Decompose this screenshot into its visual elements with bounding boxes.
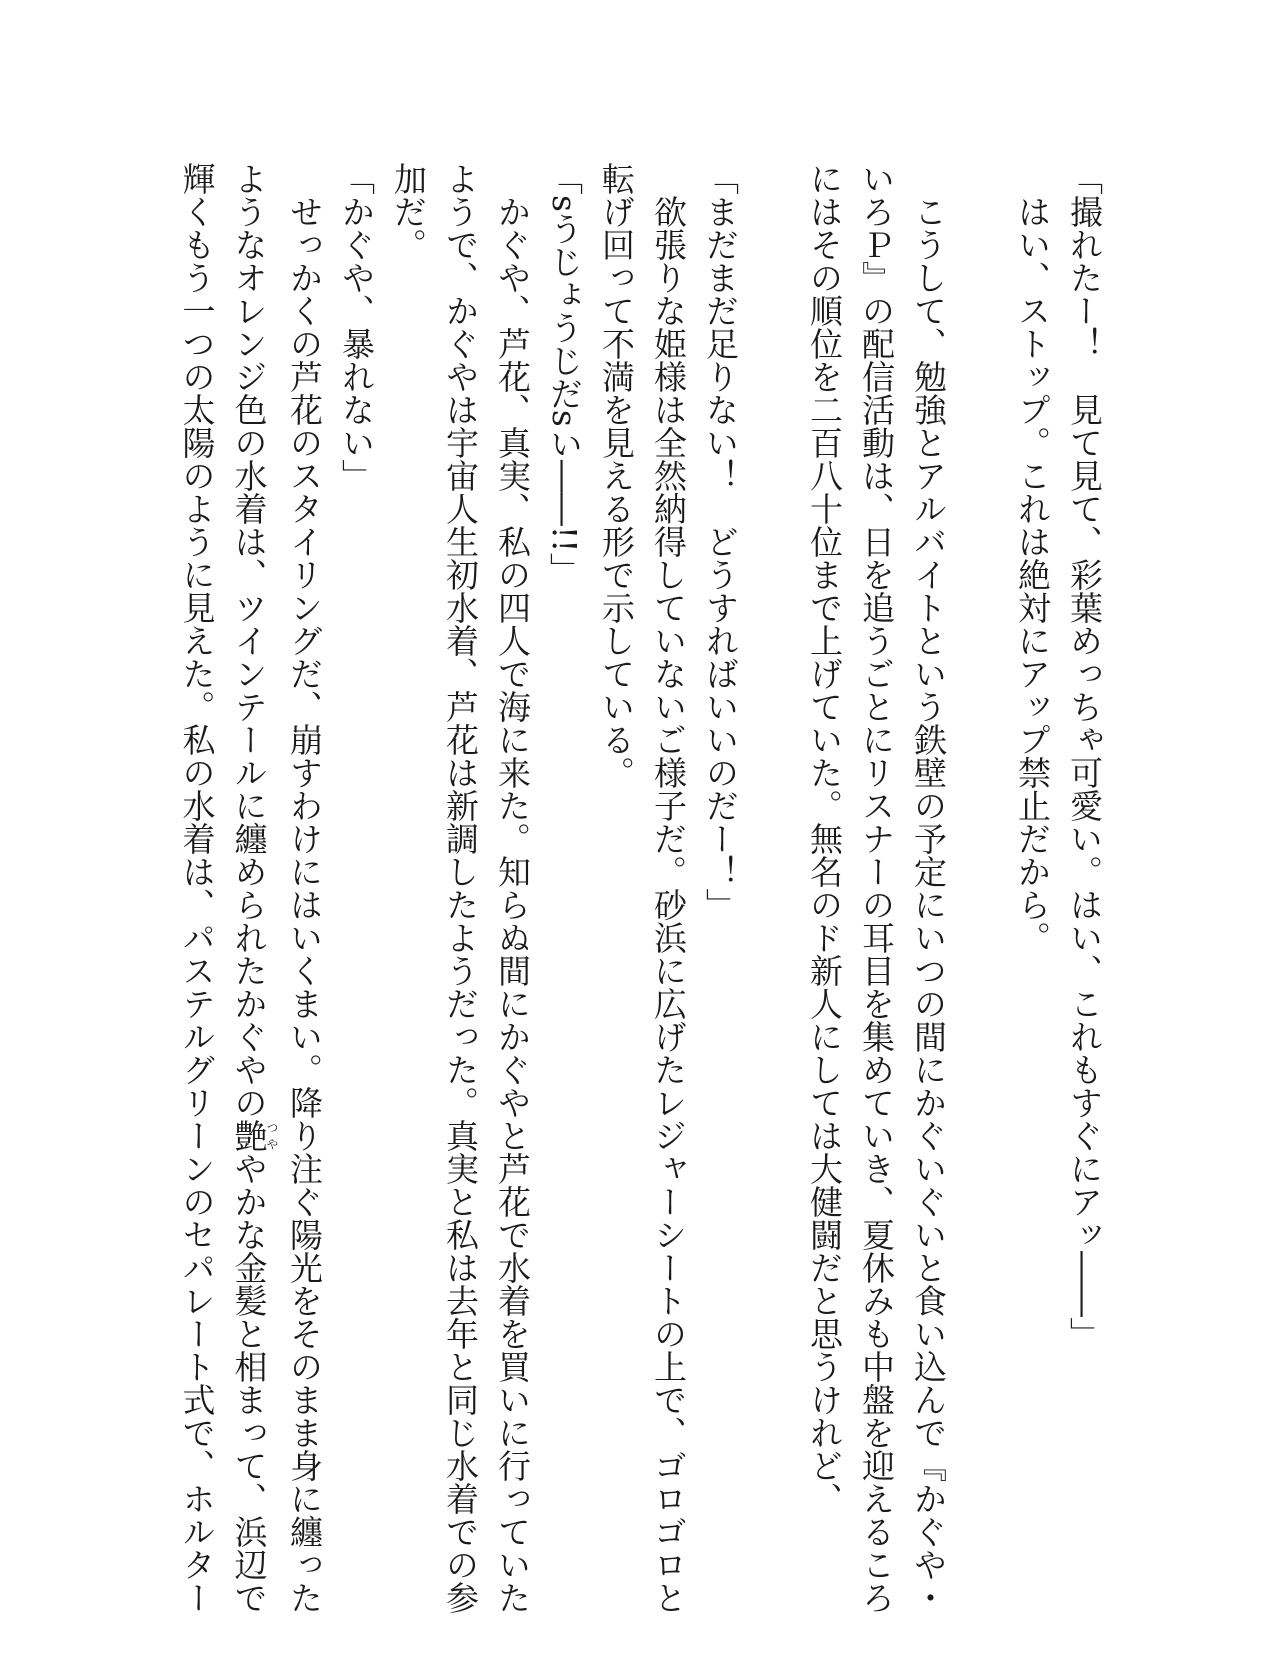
text-line-15-start: ようなオレンジ色の水着は、ツインテールに纏められたかぐやの (229, 162, 269, 1119)
vertical-text-block (171, 162, 1111, 1614)
ruby-base: 艶 (229, 1119, 269, 1152)
text-line-12: 加だ。 (389, 162, 428, 261)
text-line-5: にはその順位を二百八十位まで上げていた。無名のド新人にしては大健闘だと思うけれど、 (805, 162, 844, 1515)
text-line-3: こうして、勉強とアルバイトという鉄壁の予定にいつの間にかぐいぐいと食い込んで『かぐや・ (909, 162, 948, 1614)
text-line-8: 転げ回って不満を見える形で示している。 (597, 162, 636, 789)
text-line-4: いろＰ』の配信活動は、日を追うごとにリスナーの耳目を集めていき、夏休みも中盤を迎えるころ (857, 162, 896, 1614)
text-line-1: 「撮れたー！ 見て見て、彩葉めっちゃ可愛い。はい、これもすぐにアッ――」 (1065, 162, 1104, 1350)
text-line-15 (223, 162, 279, 1614)
ruby-word (229, 1119, 279, 1152)
text-line-2: はい、ストップ。これは絶対にアップ禁止だから。 (1013, 162, 1052, 954)
text-line-13: 「かぐや、暴れない」 (337, 162, 376, 492)
ruby-reading: つや (265, 1119, 279, 1152)
text-line-16: 輝くもう一つの太陽のように見えた。私の水着は、パステルグリーンのセパレート式で、ホルター (177, 162, 217, 1614)
text-line-9: 「sうじょうじだsい――!!」 (545, 162, 584, 586)
text-line-15-end: やかな金髪と相まって、浜辺で (229, 1152, 269, 1614)
text-line-7: 欲張りな姫様は全然納得していないご様子だ。砂浜に広げたレジャーシートの上で、ゴロゴロと (649, 162, 688, 1614)
text-line-10: かぐや、芦花、真実、私の四人で海に来た。知らぬ間にかぐやと芦花で水着を買いに行っていた (493, 162, 532, 1614)
text-line-6: 「まだまだ足りない！ どうすればいいのだー！」 (701, 162, 740, 921)
text-line-11: ようで、かぐやは宇宙人生初水着、芦花は新調したようだった。真実と私は去年と同じ水着での参 (441, 162, 480, 1614)
text-line-14: せっかくの芦花のスタイリングだ、崩すわけにはいくまい。降り注ぐ陽光をそのまま身に纏った (285, 162, 324, 1614)
